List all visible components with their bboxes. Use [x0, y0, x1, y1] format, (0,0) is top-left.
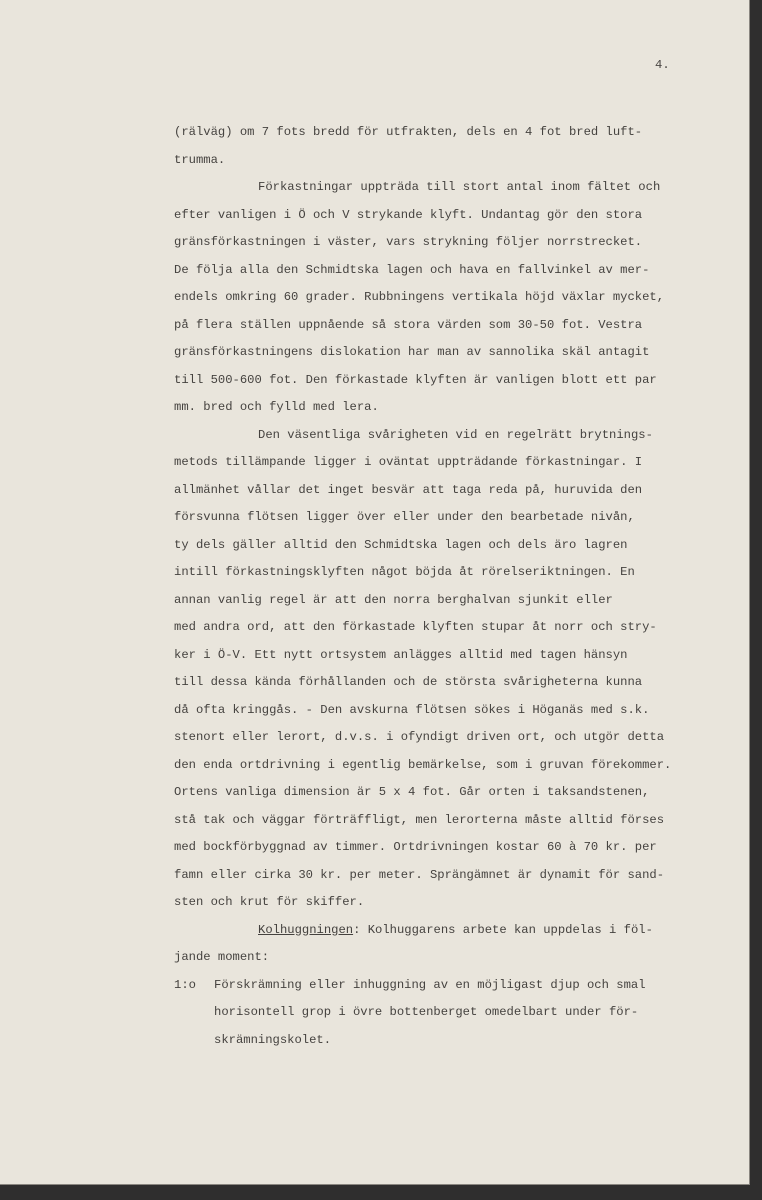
text-line: Ortens vanliga dimension är 5 x 4 fot. Går orten i taksandstenen,: [174, 785, 650, 799]
list-item-continuation: skrämningskolet.: [214, 1032, 332, 1047]
text-line: (rälväg) om 7 fots bredd för utfrakten, dels en 4 fot bred luft-: [174, 125, 643, 139]
document-body: [174, 119, 734, 1054]
paragraph-start: Förkastningar uppträda till stort antal inom fältet och: [258, 180, 661, 194]
text-line: jande moment:: [174, 950, 270, 964]
text-line: till 500-600 fot. Den förkastade klyften är vanligen blott ett par: [174, 372, 657, 387]
text-line: stå tak och väggar förträffligt, men lerorterna måste alltid förses: [174, 812, 665, 827]
text-line: då ofta kringgås. - Den avskurna flötsen sökes i Höganäs med s.k.: [174, 702, 650, 717]
text-line: De följa alla den Schmidtska lagen och hava en fallvinkel av mer-: [174, 262, 650, 277]
text-line: på flera ställen uppnående så stora värden som 30-50 fot. Vestra: [174, 317, 643, 332]
list-item-label: 1:o: [174, 977, 196, 992]
section-heading-line: [174, 917, 734, 945]
text-line: gränsförkastningens dislokation har man av sannolika skäl antagit: [174, 345, 650, 359]
text-line: med bockförbyggnad av timmer. Ortdrivningen kostar 60 à 70 kr. per: [174, 840, 657, 854]
text-line: gränsförkastningen i väster, vars strykning följer norrstrecket.: [174, 235, 643, 249]
text-line: sten och krut för skiffer.: [174, 895, 365, 909]
text-line: annan vanlig regel är att den norra berghalvan sjunkit eller: [174, 592, 613, 607]
text-line: mm. bred och fylld med lera.: [174, 400, 379, 414]
text-line: famn eller cirka 30 kr. per meter. Sprängämnet är dynamit för sand-: [174, 867, 665, 882]
text-line: försvunna flötsen ligger över eller under den bearbetade nivån,: [174, 510, 635, 524]
list-item: [174, 972, 734, 1000]
section-heading-text: : Kolhuggarens arbete kan uppdelas i föl-: [353, 922, 653, 937]
text-line: efter vanligen i Ö och V strykande klyft. Undantag gör den stora: [174, 207, 643, 222]
text-line: metods tillämpande ligger i oväntat uppträdande förkastningar. I: [174, 455, 643, 469]
text-line: endels omkring 60 grader. Rubbningens vertikala höjd växlar mycket,: [174, 290, 665, 304]
text-line: den enda ortdrivning i egentlig bemärkelse, som i gruvan förekommer.: [174, 757, 672, 772]
list-item-text: Förskrämning eller inhuggning av en möjligast djup och smal: [214, 977, 646, 992]
paragraph-start: Den väsentliga svårigheten vid en regelrätt brytnings-: [258, 427, 653, 442]
text-line: intill förkastningsklyften något böjda åt rörelseriktningen. En: [174, 565, 635, 579]
text-line: ty dels gäller alltid den Schmidtska lagen och dels äro lagren: [174, 537, 628, 552]
section-heading: Kolhuggningen: [258, 922, 354, 937]
list-item-continuation: horisontell grop i övre bottenberget omedelbart under för-: [214, 1005, 639, 1019]
text-line: till dessa kända förhållanden och de största svårigheterna kunna: [174, 675, 643, 689]
text-line: med andra ord, att den förkastade klyften stupar åt norr och stry-: [174, 620, 657, 634]
text-line: allmänhet vållar det inget besvär att taga reda på, huruvida den: [174, 482, 643, 497]
text-line: stenort eller lerort, d.v.s. i ofyndigt driven ort, och utgör detta: [174, 730, 665, 744]
text-line: trumma.: [174, 152, 226, 167]
text-line: ker i Ö-V. Ett nytt ortsystem anlägges alltid med tagen hänsyn: [174, 647, 628, 662]
page-number: 4.: [655, 58, 670, 72]
